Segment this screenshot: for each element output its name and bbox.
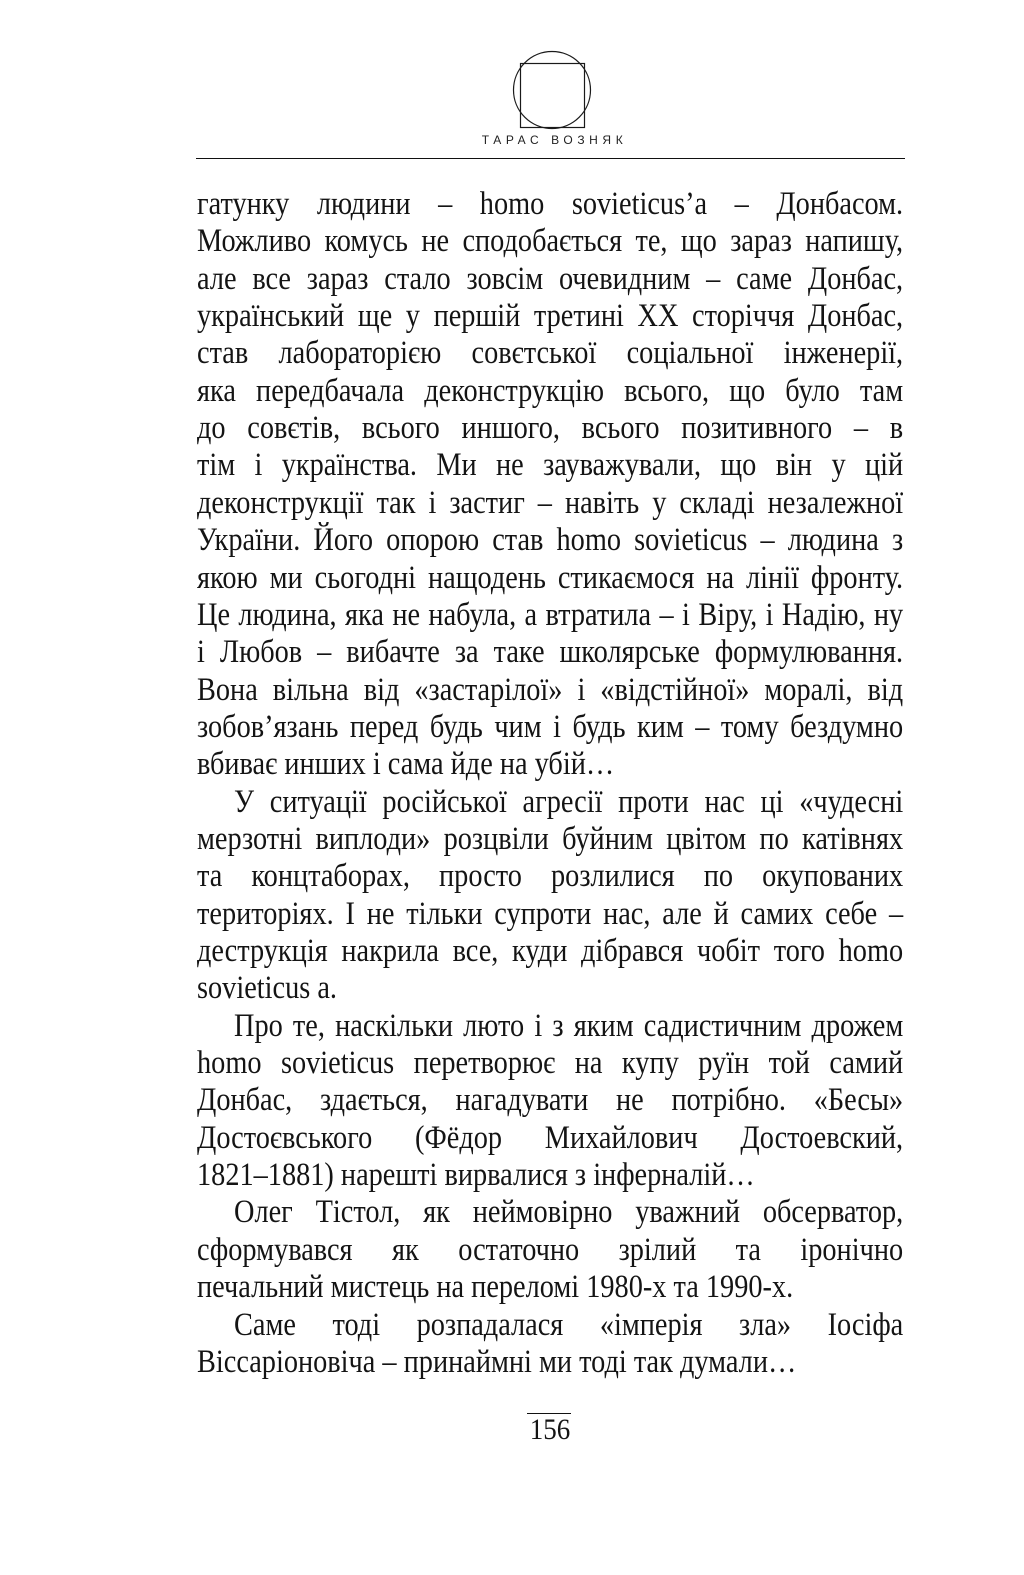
text-line: став лабораторією совєтської соціальної інженерії, xyxy=(197,335,904,372)
page-number: 156 xyxy=(529,1413,571,1446)
text-line: вбиває инших і сама йде на убій… xyxy=(197,746,615,783)
running-head-author: ТАРАС ВОЗНЯК xyxy=(481,133,628,147)
text-line: деструкція накрила все, куди дібрався чобіт того homo xyxy=(197,933,904,969)
paragraph-first-line: Саме тоді розпадалася «імперія зла» Іосіфа xyxy=(234,1306,904,1343)
text-line: та концтаборах, просто розлилися по окупованих xyxy=(197,858,904,895)
text-line: але все зараз стало зовсім очевидним – саме Донбас, xyxy=(197,260,904,297)
header-rule xyxy=(196,158,905,159)
text-line: якою ми сьогодні нащодень стикаємося на лінії фронту. xyxy=(197,559,904,596)
text-line: 1821–1881) нарешті вирвалися з інферналій… xyxy=(197,1157,755,1194)
text-line: мерзотні виплоди» розцвіли буйним цвітом по катівнях xyxy=(197,820,904,857)
text-line: Донбас, здається, нагадувати не потрібно. «Бесы» xyxy=(197,1082,904,1119)
text-line: Це людина, яка не набула, а втратила – і Віру, і Надію, ну xyxy=(197,596,904,633)
paragraph-first-line: Олег Тістол, як неймовірно уважний обсерватор, xyxy=(234,1194,904,1231)
text-line: Можливо комусь не сподобається те, що зараз напишу, xyxy=(197,223,904,260)
paragraph-first-line: У ситуації російської агресії проти нас ці «чудесні xyxy=(234,783,904,820)
circle-square-logo-icon xyxy=(510,48,596,134)
text-line: гатунку людини – homo sovieticus’a – Донбасом. xyxy=(197,186,904,222)
text-line: тім і українства. Ми не зауважували, що він у цій xyxy=(197,447,904,484)
text-line: до совєтів, всього иншого, всього позитивного – в xyxy=(197,410,904,447)
text-line: Достоєвського (Фёдор Михайлович Достоевский, xyxy=(197,1119,904,1156)
text-line: homo sovieticus перетворює на купу руїн той самий xyxy=(197,1045,904,1082)
text-line: і Любов – вибачте за таке школярське формулювання. xyxy=(197,634,904,671)
text-line: України. Його опорою став homo sovieticus – людина з xyxy=(197,522,904,559)
text-line: sovieticus a. xyxy=(197,970,337,1007)
text-line: український ще у першій третині XX сторіччя Донбас, xyxy=(197,298,904,335)
text-line: печальний мистець на переломі 1980-х та 1990-х. xyxy=(197,1269,794,1306)
text-line: територіях. І не тільки супроти нас, але й самих себе – xyxy=(197,895,904,932)
text-line: яка передбачала деконструкцію всього, що було там xyxy=(197,372,904,409)
text-line: сформувався як остаточно зрілий та іронічно xyxy=(197,1231,904,1268)
text-line: Вона вільна від «застарілої» і «відстійної» моралі, від xyxy=(197,671,904,708)
text-line: зобов’язань перед будь чим і будь ким – тому бездумно xyxy=(197,708,904,745)
text-line: Віссаріоновіча – принаймні ми тоді так думали… xyxy=(197,1343,797,1380)
paragraph-first-line: Про те, наскільки люто і з яким садистичним дрожем xyxy=(234,1007,904,1044)
text-line: деконструкції так і застиг – навіть у складі незалежної xyxy=(197,484,904,521)
